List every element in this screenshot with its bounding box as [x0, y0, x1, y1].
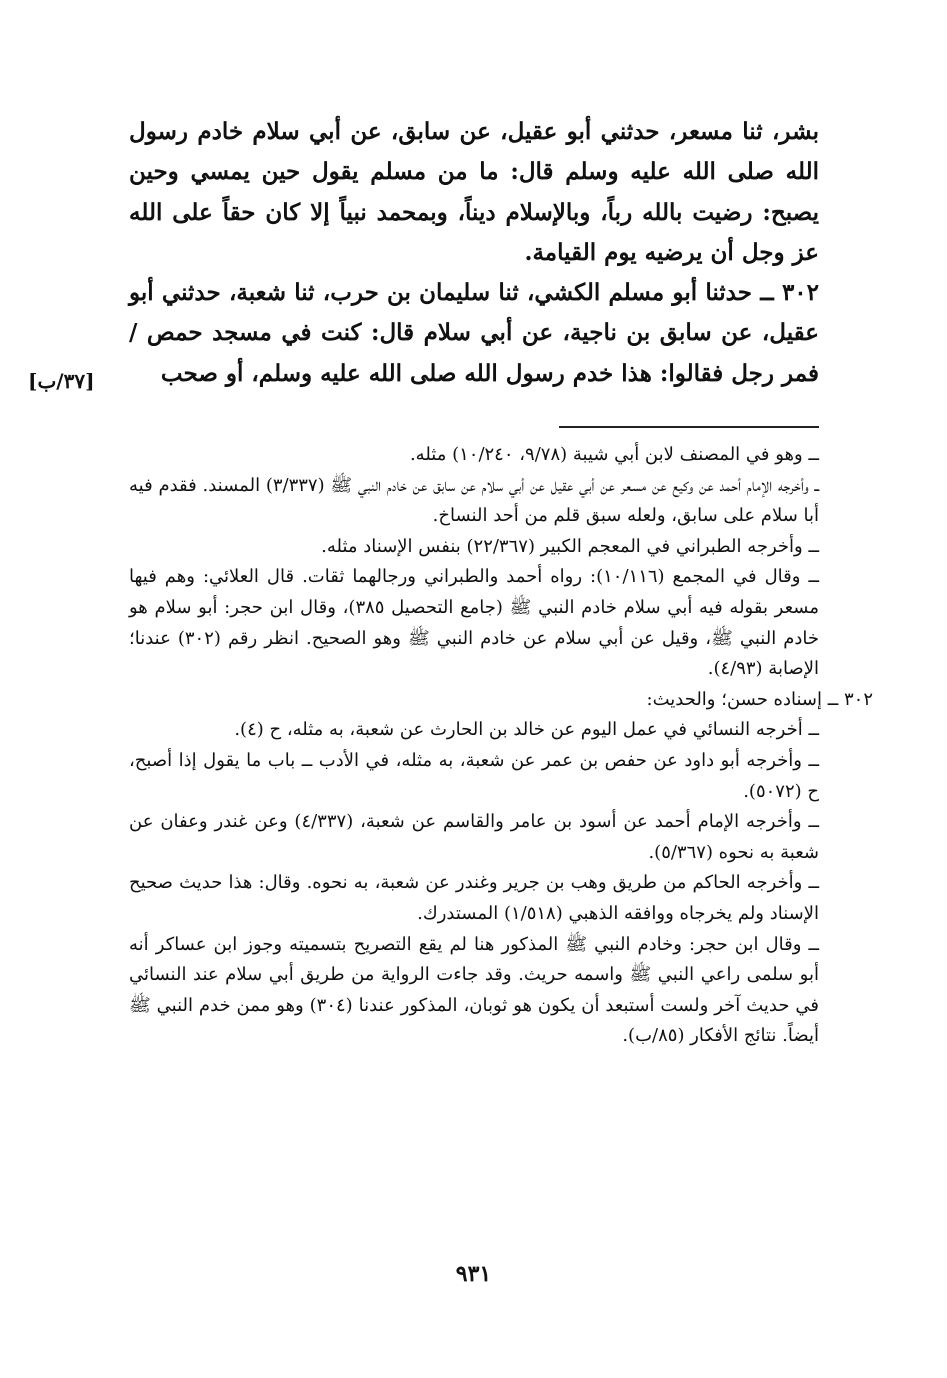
- hadith-number: ٣٠٢ ــ: [760, 279, 819, 307]
- main-text: [129, 112, 819, 394]
- footnote-line: ــ وأخرجه الحاكم من طريق وهب بن جرير وغندر عن شعبة، به نحوه. وقال: هذا حديث صحيح الإسناد ولم يخرجاه ووافقه الذهبي (١/٥١٨) المستدرك.: [129, 872, 819, 924]
- footnotes: [129, 440, 873, 1052]
- main-paragraph-2-text: حدثنا أبو مسلم الكشي، ثنا سليمان بن حرب، ثنا شعبة، حدثني أبو عقيل، عن سابق بن ناجية، عن أبي سلام قال: كنت في مسجد حمص / فمر رجل فقالوا: هذا خدم رسول الله صلى الله عليه وسلم، أو صحب: [129, 279, 819, 387]
- footnote-line: ــ أخرجه النسائي في عمل اليوم عن خالد بن الحارث عن شعبة، به مثله، ح (٤).: [234, 719, 819, 741]
- manuscript-folio-reference: [٣٧/ب]: [28, 369, 95, 393]
- footnote-line: ــ وقال في المجمع (١٠/١١٦): رواه أحمد والطبراني ورجالهما ثقات. قال العلائي: وهم فيها مسعر بقوله فيه أبي سلام خادم النبي ﷺ (جامع التحصيل ٣٨٥)، وقال ابن حجر: أبو سلام هو خادم النبي ﷺ، وقيل عن أبي سلام عن خادم النبي ﷺ وهو الصحيح. انظر رقم (٣٠٢) عندنا؛ الإصابة (٤/٩٣).: [129, 566, 819, 680]
- footnote-line: ــ وقال ابن حجر: وخادم النبي ﷺ المذكور هنا لم يقع التصريح بتسميته وجوز ابن عساكر أنه أبو سلمى راعي النبي ﷺ واسمه حريث. وقد جاءت الرواية من طريق أبي سلام عند النسائي في حديث آخر ولست أستبعد أن يكون هو ثوبان، المذكور عندنا (٣٠٤) وهو ممن خدم النبي ﷺ أيضاً. نتائج الأفكار (٨٥/ب).: [129, 933, 819, 1047]
- footnote-line: ــ وأخرجه الإمام أحمد عن أسود بن عامر والقاسم عن شعبة، (٤/٣٣٧) وعن غندر وعفان عن شعبة به نحوه (٥/٣٦٧).: [129, 811, 819, 863]
- footnote-heading: ٣٠٢ ــ إسناده حسن؛ والحديث:: [646, 688, 873, 710]
- page-number: ٩٣١: [455, 1261, 492, 1287]
- footnote-line: ــ وأخرجه الطبراني في المعجم الكبير (٢٢/٣٦٧) بنفس الإسناد مثله.: [321, 535, 819, 557]
- footnote-line: ــ وأخرجه أبو داود عن حفص بن عمر عن شعبة، به مثله، في الأدب ــ باب ما يقول إذا أصبح، ح (٥٠٧٢).: [129, 749, 819, 802]
- main-paragraph-1: بشر، ثنا مسعر، حدثني أبو عقيل، عن سابق، عن أبي سلام خادم رسول الله صلى الله عليه وسلم قال: ما من مسلم يقول حين يمسي وحين يصبح: رضيت بالله رباً، وبالإسلام ديناً، وبمحمد نبياً إلا كان حقاً على الله عز وجل أن يرضيه يوم القيامة.: [129, 118, 819, 266]
- footnote-line: ــ وهو في المصنف لابن أبي شيبة (٩/٧٨، ١٠/٢٤٠) مثله.: [409, 444, 819, 465]
- footnote-divider: [559, 426, 819, 428]
- main-paragraph-2: [129, 273, 819, 394]
- footnote-line: ــ وأخرجه الإمام أحمد عن وكيع عن مسعر عن أبي عقيل عن أبي سلام عن سابق عن خادم النبي ﷺ (٣/٣٣٧) المسند. فقدم فيه أبا سلام على سابق، ولعله سبق قلم من أحد النساخ.: [129, 474, 819, 527]
